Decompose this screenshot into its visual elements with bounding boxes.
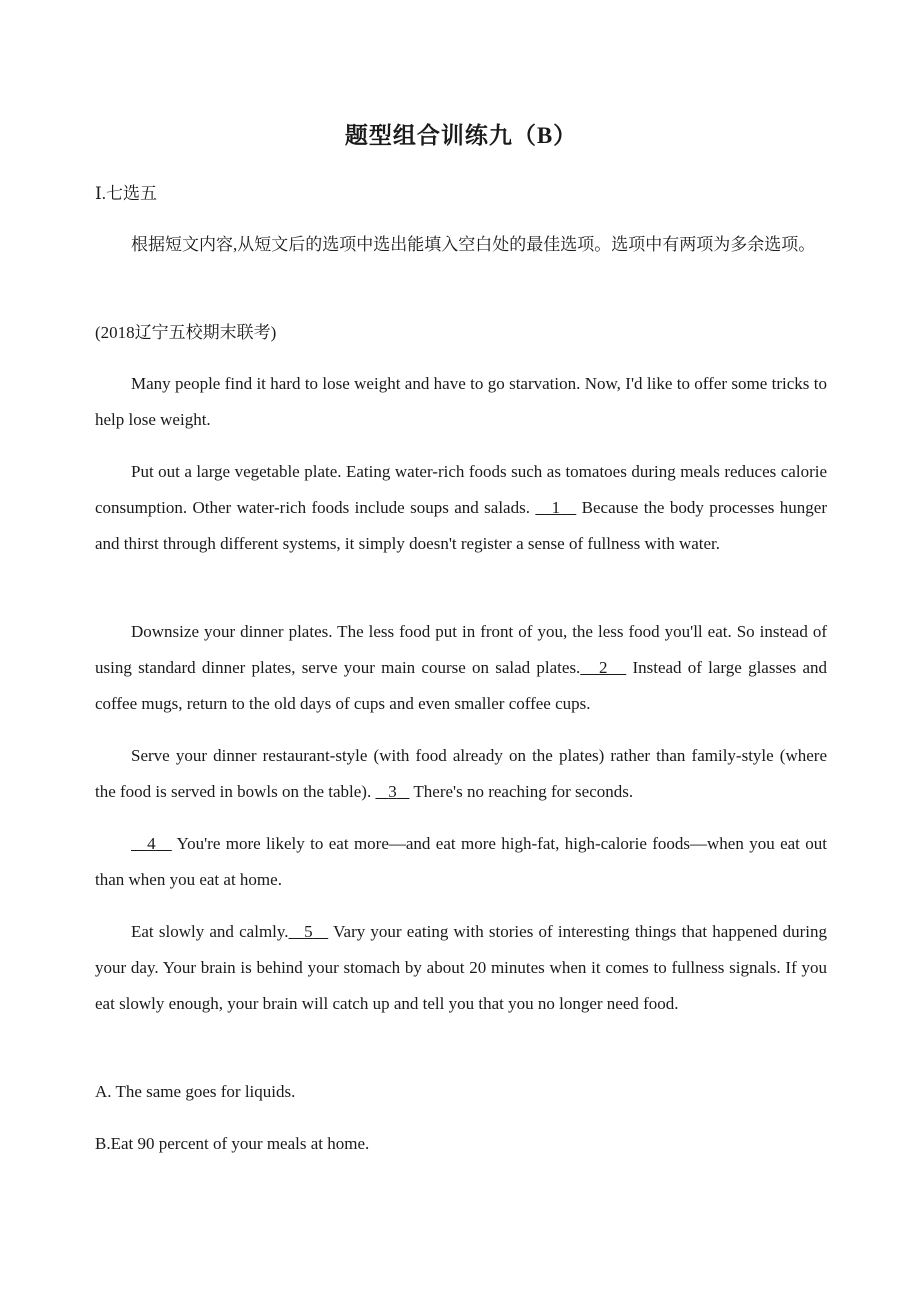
paragraph-eat-slowly [95,914,827,1022]
answer-blank-5 [289,922,329,941]
paragraph-text-before: Eat slowly and calmly. [131,922,289,941]
blank-number: 3 [388,782,397,801]
answer-blank-2 [580,658,626,677]
answer-blank-3 [375,782,409,801]
paragraph-text-after: Because the body processes hunger and thirst through different systems, it simply doesn't register a sense of fullness with water. [95,498,828,553]
instructions: 根据短文内容,从短文后的选项中选出能填入空白处的最佳选项。选项中有两项为多余选项。 [131,235,816,254]
paragraph-restaurant-style [95,738,827,810]
paragraph-eat-at-home [95,826,827,898]
option-b: B.Eat 90 percent of your meals at home. [95,1134,370,1153]
blank-number: 4 [147,834,156,853]
paragraph-dinner-plates [95,614,827,722]
paragraph-intro: Many people find it hard to lose weight and have to go starvation. Now, I'd like to offer some tricks to help lose weight. [95,374,827,429]
paragraph-vegetable-plate [95,454,827,562]
blank-number: 2 [599,658,608,677]
paragraph-text-before: Serve your dinner restaurant-style (with food already on the plates) rather than family-style (where the food is served in bowls on the table). [95,746,827,801]
paragraph-text-after: There's no reaching for seconds. [409,782,634,801]
paragraph-text-after: Vary your eating with stories of interesting things that happened during your day. Your brain is behind your stomach by about 20 minutes when it comes to fullness signals. If you eat slowly enough, your brain will catch up and tell you that you no longer need food. [95,922,828,1013]
blank-number: 5 [304,922,313,941]
paragraph-text-before: Downsize your dinner plates. The less food put in front of you, the less food you'll eat. So instead of using standard dinner plates, serve your main course on salad plates. [95,622,827,677]
source-note: (2018辽宁五校期末联考) [95,323,277,342]
answer-blank-4 [131,834,172,853]
page-title: 题型组合训练九（B） [344,123,578,148]
option-a: A. The same goes for liquids. [95,1082,296,1101]
section-heading: Ⅰ.七选五 [95,184,157,203]
blank-number: 1 [551,498,561,517]
paragraph-text-after: Instead of large glasses and coffee mugs, return to the old days of cups and even smaller coffee cups. [95,658,828,713]
answer-blank-1 [535,498,576,517]
paragraph-text-after: You're more likely to eat more—and eat more high-fat, high-calorie foods—when you eat out than when you eat at home. [95,834,828,889]
paragraph-text-before: Put out a large vegetable plate. Eating water-rich foods such as tomatoes during meals reduces calorie consumption. Other water-rich foods include soups and salads. [95,462,827,517]
